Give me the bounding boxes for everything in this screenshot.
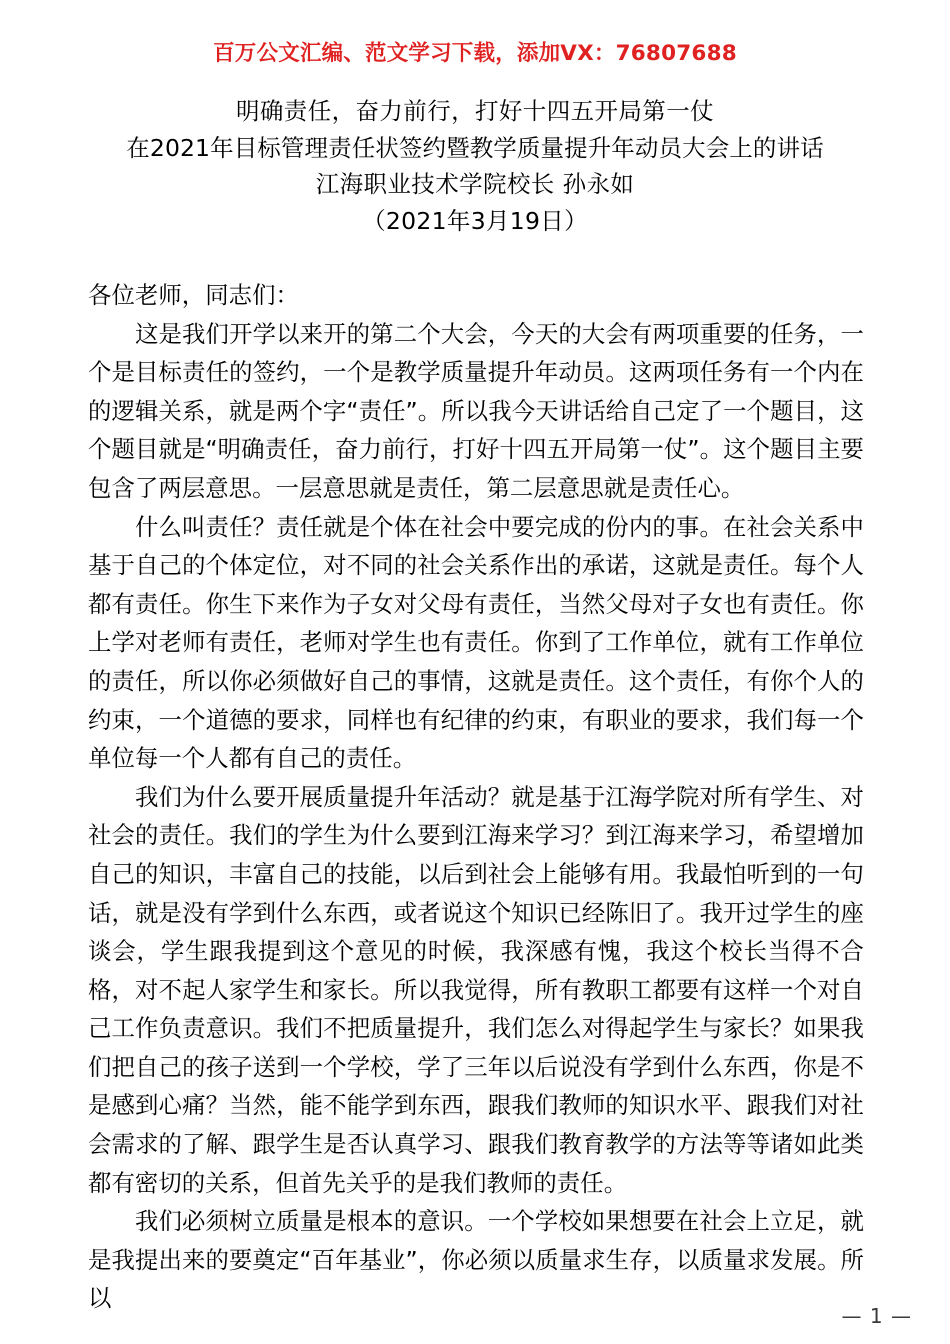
document-date: （2021年3月19日）	[362, 206, 588, 235]
promo-banner-text: 百万公文汇编、范文学习下载，添加VX：76807688	[213, 41, 737, 66]
document-title-block	[0, 93, 950, 239]
page-number: — 1 —	[841, 1304, 912, 1328]
document-body	[88, 276, 864, 1318]
body-paragraph: 我们必须树立质量是根本的意识。一个学校如果想要在社会上立足，就是我提出来的要奠定“百年基业”，你必须以质量求生存，以质量求发展。所以	[88, 1207, 864, 1313]
promo-banner	[0, 41, 950, 67]
body-paragraph: 这是我们开学以来开的第二个大会，今天的大会有两项重要的任务，一个是目标责任的签约，一个是教学质量提升年动员。这两项任务有一个内在的逻辑关系，就是两个字“责任”。所以我今天讲话给自己定了一个题目，这个题目就是“明确责任，奋力前行，打好十四五开局第一仗”。这个题目主要包含了两层意思。一层意思就是责任，第二层意思就是责任心。	[88, 319, 864, 502]
salutation: 各位老师，同志们：	[88, 281, 299, 309]
body-paragraph: 什么叫责任？责任就是个体在社会中要完成的份内的事。在社会关系中基于自己的个体定位，对不同的社会关系作出的承诺，这就是责任。每个人都有责任。你生下来作为子女对父母有责任，当然父母对子女也有责任。你上学对老师有责任，老师对学生也有责任。你到了工作单位，就有工作单位的责任，所以你必须做好自己的事情，这就是责任。这个责任，有你个人的约束，一个道德的要求，同样也有纪律的约束，有职业的要求，我们每一个单位每一个人都有自己的责任。	[88, 512, 864, 773]
document-subtitle: 在2021年目标管理责任状签约暨教学质量提升年动员大会上的讲话	[126, 133, 824, 162]
document-main-title: 明确责任，奋力前行，打好十四五开局第一仗	[236, 97, 714, 125]
body-paragraph: 我们为什么要开展质量提升年活动？就是基于江海学院对所有学生、对社会的责任。我们的学生为什么要到江海来学习？到江海来学习，希望增加自己的知识，丰富自己的技能，以后到社会上能够有用。我最怕听到的一句话，就是没有学到什么东西，或者说这个知识已经陈旧了。我开过学生的座谈会，学生跟我提到这个意见的时候，我深感有愧，我这个校长当得不合格，对不起人家学生和家长。所以我觉得，所有教职工都要有这样一个对自己工作负责意识。我们不把质量提升，我们怎么对得起学生与家长？如果我们把自己的孩子送到一个学校，学了三年以后说没有学到什么东西，你是不是感到心痛？当然，能不能学到东西，跟我们教师的知识水平、跟我们对社会需求的了解、跟学生是否认真学习、跟我们教育教学的方法等等诸如此类都有密切的关系，但首先关乎的是我们教师的责任。	[88, 782, 864, 1197]
document-byline: 江海职业技术学院校长 孙永如	[315, 170, 635, 198]
